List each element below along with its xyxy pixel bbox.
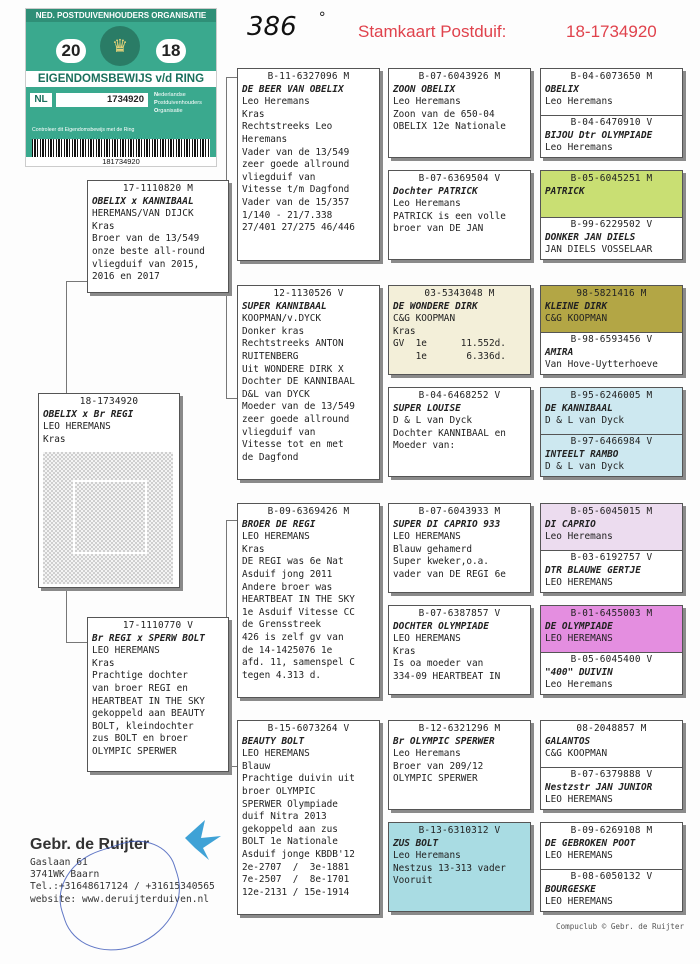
gggp-name: KLEINE DIRK [545, 300, 608, 312]
gggp-ring: B-95-6246005 M [570, 390, 653, 401]
gp-line: Donker kras [242, 325, 305, 337]
ggp-line: Nestzus 13-313 vader [393, 862, 506, 874]
gp-line: Kras [242, 108, 265, 120]
mother-line: Kras [92, 657, 115, 669]
gp-line: D&L van DYCK [242, 388, 310, 400]
gp-line: 1/140 - 21/7.338 [242, 209, 333, 221]
mother-card [87, 617, 229, 772]
ggp-line: vader van DE REGI 6e [393, 568, 506, 580]
gp-line: Uit WONDERE DIRK X [242, 363, 344, 375]
gp-line: gekoppeld aan zus [242, 823, 338, 835]
father-ring: 17-1110820 M [122, 183, 194, 194]
degree-mark: ° [318, 10, 327, 26]
ggp-name: ZUS BOLT [393, 837, 439, 849]
mother-name: Br REGI x SPERW BOLT [92, 632, 205, 644]
ggp-line: PATRICK is een volle [393, 210, 506, 222]
mother-line: OLYMPIC SPERWER [92, 745, 177, 757]
gp-line: KOOPMAN/v.DYCK [242, 313, 322, 325]
gggp-ring: B-04-6470910 V [570, 117, 653, 128]
gggp-name: DE GEBROKEN POOT [545, 837, 636, 849]
badge-org-words: Nederlandse Postduivenhouders Organisatie [154, 92, 202, 114]
ggp-line: C&G KOOPMAN [393, 313, 456, 325]
gp-ring: B-11-6327096 M [267, 71, 350, 82]
gggp-name: INTEELT RAMBO [545, 448, 619, 460]
gggp-ring: B-97-6466984 V [570, 436, 653, 447]
grandparent-card-3 [237, 503, 380, 698]
gp-line: RUITENBERG [242, 350, 299, 362]
gggp-card-8 [540, 822, 683, 912]
gggp-ring: B-99-6229502 V [570, 219, 653, 230]
copyright: Compuclub © Gebr. de Ruijter [556, 922, 685, 931]
ownership-certificate [25, 8, 217, 167]
ggp-line: D & L van Dyck [393, 415, 473, 427]
gggp-line: D & L van Dyck [545, 415, 625, 427]
mother-ring: 17-1110770 V [122, 620, 194, 631]
gp-line: Asduif jong 2011 [242, 568, 333, 580]
ggp-card-4 [388, 387, 531, 477]
subject-line: Kras [43, 433, 66, 445]
ggp-line: Vooruit [393, 875, 433, 887]
mother-line: van broer REGI en [92, 682, 188, 694]
gggp-ring: 08-2048857 M [576, 723, 647, 734]
breeder-phone: Tel.:+31648617124 / +31615340565 [30, 881, 215, 892]
ggp-line: OLYMPIC SPERWER [393, 773, 478, 785]
gp-line: HEARTBEAT IN THE SKY [242, 594, 355, 606]
gggp-name: PATRICK [545, 185, 585, 197]
gp-line: Rechtstreeks ANTON [242, 338, 344, 350]
gp-line: Vader van de 15/357 [242, 196, 350, 208]
badge-footer-text: Controleer dit Eigendomsbewijs met de Ring [32, 127, 135, 133]
gp-line: zeer goede allround [242, 413, 350, 425]
gp-line: 7e-2507 / 8e-1701 [242, 874, 350, 886]
ggp-line: Leo Heremans [393, 850, 461, 862]
gggp-ring: B-04-6073650 M [570, 71, 653, 82]
gp-name: BEAUTY BOLT [242, 735, 305, 747]
gggp-ring: B-09-6269108 M [570, 825, 653, 836]
gggp-line: Leo Heremans [545, 96, 613, 108]
gp-line: afd. 11, samenspel C [242, 657, 355, 669]
ggp-line: Kras [393, 325, 416, 337]
father-line: vliegduif van 2015, [92, 258, 200, 270]
barcode-text: 181734920 [26, 157, 216, 166]
mother-line: Prachtige dochter [92, 670, 188, 682]
gggp-ring: 98-5821416 M [576, 288, 647, 299]
ggp-name: SUPER LOUISE [393, 402, 461, 414]
ggp-name: SUPER DI CAPRIO 933 [393, 518, 501, 530]
ggp-line: GV 1e 11.552d. [393, 338, 506, 350]
ggp-line: Leo Heremans [393, 198, 461, 210]
ggp-card-7 [388, 720, 531, 810]
gp-line: Rechtstreeks Leo [242, 121, 333, 133]
gggp-line: C&G KOOPMAN [545, 748, 608, 760]
gp-ring: B-15-6073264 V [267, 723, 350, 734]
gp-line: 27/401 27/275 46/446 [242, 222, 355, 234]
breeder-website: website: www.deruijterduiven.nl [30, 894, 210, 905]
gp-name: SUPER KANNIBAAL [242, 300, 327, 312]
gp-line: SPERWER Olympiade [242, 798, 338, 810]
ggp-line: Kras [393, 645, 416, 657]
ggp-line: Broer van 209/12 [393, 760, 484, 772]
gp-line: LEO HEREMANS [242, 531, 310, 543]
grandparent-card-2 [237, 285, 380, 480]
gp-line: Leo Heremans [242, 96, 310, 108]
gggp-ring: B-08-6050132 V [570, 871, 653, 882]
ggp-ring: B-07-6043933 M [418, 506, 501, 517]
ggp-card-6 [388, 605, 531, 695]
ggp-line: OBELIX 12e Nationale [393, 121, 506, 133]
ggp-line: Super kweker,o.a. [393, 556, 489, 568]
ggp-card-5 [388, 503, 531, 593]
gp-line: Moeder van de 13/549 [242, 401, 355, 413]
gggp-ring: B-07-6379888 V [570, 769, 653, 780]
breeder-name: Gebr. de Ruijter [30, 836, 150, 853]
gp-line: zeer goede allround [242, 159, 350, 171]
ggp-name: DOCHTER OLYMPIADE [393, 620, 489, 632]
ggp-line: 334-09 HEARTBEAT IN [393, 670, 501, 682]
gggp-name: DTR BLAUWE GERTJE [545, 564, 641, 576]
gp-line: Vitesse tot en met [242, 439, 344, 451]
gggp-name: Nestzstr JAN JUNIOR [545, 781, 653, 793]
ggp-line: Blauw gehamerd [393, 543, 473, 555]
gp-line: 426 is zelf gv van [242, 631, 344, 643]
badge-year-right: 18 [156, 39, 186, 63]
gp-line: Dochter DE KANNIBAAL [242, 376, 355, 388]
gp-line: 12e-2131 / 15e-1914 [242, 886, 350, 898]
mother-line: zus BOLT en broer [92, 733, 188, 745]
badge-label: EIGENDOMSBEWIJS v/d RING [26, 71, 216, 87]
gggp-name: OBELIX [545, 83, 579, 95]
gggp-line: Leo Heremans [545, 679, 613, 691]
gp-line: Asduif jonge KBDB'12 [242, 848, 355, 860]
gp-line: Heremans [242, 133, 288, 145]
breeder-address2: 3741WK Baarn [30, 869, 100, 880]
gp-line: Andere broer was [242, 581, 333, 593]
gp-line: LEO HEREMANS [242, 748, 310, 760]
gggp-name: DI CAPRIO [545, 518, 596, 530]
gggp-line: LEO HEREMANS [545, 794, 613, 806]
badge-year-left: 20 [56, 39, 86, 63]
gggp-name: GALANTOS [545, 735, 591, 747]
subject-name: OBELIX x Br REGI [43, 408, 134, 420]
father-line: onze beste all-round [92, 245, 205, 257]
ggp-ring: B-07-6043926 M [418, 71, 501, 82]
father-name: OBELIX x KANNIBAAL [92, 195, 194, 207]
ggp-line: Zoon van de 650-04 [393, 108, 495, 120]
ggp-line: LEO HEREMANS [393, 633, 461, 645]
ggp-card-3 [388, 285, 531, 375]
connector-father [66, 281, 88, 394]
badge-ring-number: 1734920 [56, 93, 148, 107]
ggp-name: ZOON OBELIX [393, 83, 456, 95]
gggp-line: LEO HEREMANS [545, 633, 613, 645]
ggp-card-1 [388, 68, 531, 158]
subject-ring: 18-1734920 [79, 396, 139, 407]
ggp-line: Leo Heremans [393, 96, 461, 108]
ggp-line: LEO HEREMANS [393, 531, 461, 543]
gggp-ring: B-05-6045400 V [570, 654, 653, 665]
ggp-card-2 [388, 170, 531, 260]
gggp-line: LEO HEREMANS [545, 850, 613, 862]
ggp-name: Dochter PATRICK [393, 185, 478, 197]
mother-line: LEO HEREMANS [92, 645, 160, 657]
grandparent-card-1 [237, 68, 380, 261]
gp-line: Kras [242, 543, 265, 555]
gp-line: Vitesse t/m Dagfond [242, 184, 350, 196]
gp-name: DE BEER VAN OBELIX [242, 83, 344, 95]
page-title: Stamkaart Postduif: [358, 22, 507, 41]
grandparent-card-4 [237, 720, 380, 915]
gp-name: BROER DE REGI [242, 518, 316, 530]
gp-line: tegen 4.313 d. [242, 669, 322, 681]
ggp-name: DE WONDERE DIRK [393, 300, 478, 312]
ggp-line: Is oa moeder van [393, 658, 484, 670]
connector-mother [66, 590, 88, 643]
lion-crest-icon: ♛ [100, 26, 140, 66]
gggp-line: LEO HEREMANS [545, 896, 613, 908]
gp-line: Blauw [242, 760, 271, 772]
breeder-address1: Gaslaan 61 [30, 857, 88, 868]
gggp-line: LEO HEREMANS [545, 577, 613, 589]
gggp-card-7 [540, 720, 683, 810]
gggp-name: AMIRA [545, 346, 574, 358]
ggp-ring: B-04-6468252 V [418, 390, 501, 401]
ggp-ring: B-07-6369504 V [418, 173, 501, 184]
gggp-ring: B-98-6593456 V [570, 334, 653, 345]
subject-pigeon-card [38, 393, 180, 588]
gggp-name: DONKER JAN DIELS [545, 231, 636, 243]
gggp-card-5 [540, 503, 683, 593]
card-number: 386 [247, 12, 297, 42]
gp-line: Prachtige duivin uit [242, 773, 355, 785]
ggp-line: 1e 6.336d. [393, 350, 506, 362]
gggp-card-1 [540, 68, 683, 158]
ggp-ring: B-12-6321296 M [418, 723, 501, 734]
gggp-name: BIJOU Dtr OLYMPIADE [545, 129, 653, 141]
father-line: 2016 en 2017 [92, 271, 160, 283]
badge-org: NED. POSTDUIVENHOUDERS ORGANISATIE [26, 9, 216, 22]
house-logo-icon [73, 480, 147, 554]
ggp-ring: 03-5343048 M [424, 288, 495, 299]
gp-line: duif Nitra 2013 [242, 811, 327, 823]
gp-line: vliegduif van [242, 426, 316, 438]
subject-line: LEO HEREMANS [43, 421, 111, 433]
mother-line: HEARTBEAT IN THE SKY [92, 695, 205, 707]
gp-line: 2e-2707 / 3e-1881 [242, 861, 350, 873]
gggp-line: Van Hove-Uytterhoeve [545, 359, 658, 371]
badge-country: NL [30, 93, 52, 107]
gggp-card-4 [540, 387, 683, 477]
gggp-line: D & L van Dyck [545, 461, 625, 473]
mother-line: BOLT, kleindochter [92, 720, 194, 732]
gggp-name: "400" DUIVIN [545, 666, 613, 678]
barcode [32, 139, 210, 157]
gp-line: broer OLYMPIC [242, 785, 316, 797]
ggp-line: broer van DE JAN [393, 223, 484, 235]
ggp-ring: B-13-6310312 V [418, 825, 501, 836]
gggp-name: BOURGESKE [545, 883, 596, 895]
father-card [87, 180, 229, 293]
gp-line: vliegduif van [242, 171, 316, 183]
gggp-name: DE OLYMPIADE [545, 620, 613, 632]
gp-line: de Dagfond [242, 451, 299, 463]
gggp-ring: B-05-6045015 M [570, 506, 653, 517]
father-line: Kras [92, 220, 115, 232]
ggp-line: Moeder van: [393, 440, 456, 452]
father-line: HEREMANS/VAN DIJCK [92, 208, 194, 220]
gp-ring: B-09-6369426 M [267, 506, 350, 517]
gggp-line: C&G KOOPMAN [545, 313, 608, 325]
gggp-card-6 [540, 605, 683, 695]
mother-line: gekoppeld aan BEAUTY [92, 708, 205, 720]
gggp-ring: B-01-6455003 M [570, 608, 653, 619]
gggp-card-3 [540, 285, 683, 375]
gp-line: de 14-1425076 1e [242, 644, 333, 656]
gggp-card-2 [540, 170, 683, 260]
father-line: Broer van de 13/549 [92, 233, 200, 245]
gp-line: 1e Asduif Vitesse CC [242, 606, 355, 618]
hologram-sticker [43, 452, 173, 584]
ggp-line: Dochter KANNIBAAL en [393, 427, 506, 439]
gggp-line: Leo Heremans [545, 531, 613, 543]
bird-logo-icon [183, 818, 223, 862]
ggp-name: Br OLYMPIC SPERWER [393, 735, 495, 747]
gp-line: Vader van de 13/549 [242, 146, 350, 158]
gggp-ring: B-05-6045251 M [570, 173, 653, 184]
ggp-line: Leo Heremans [393, 748, 461, 760]
gp-ring: 12-1130526 V [273, 288, 344, 299]
ggp-ring: B-07-6387857 V [418, 608, 501, 619]
gggp-name: DE KANNIBAAL [545, 402, 613, 414]
gp-line: DE REGI was 6e Nat [242, 556, 344, 568]
gggp-ring: B-03-6192757 V [570, 552, 653, 563]
gggp-line: JAN DIELS VOSSELAAR [545, 244, 653, 256]
gp-line: de Grensstreek [242, 619, 322, 631]
gggp-line: Leo Heremans [545, 142, 613, 154]
header-ring-number: 18-1734920 [566, 22, 657, 41]
gp-line: BOLT 1e Nationale [242, 836, 338, 848]
ggp-card-8 [388, 822, 531, 912]
